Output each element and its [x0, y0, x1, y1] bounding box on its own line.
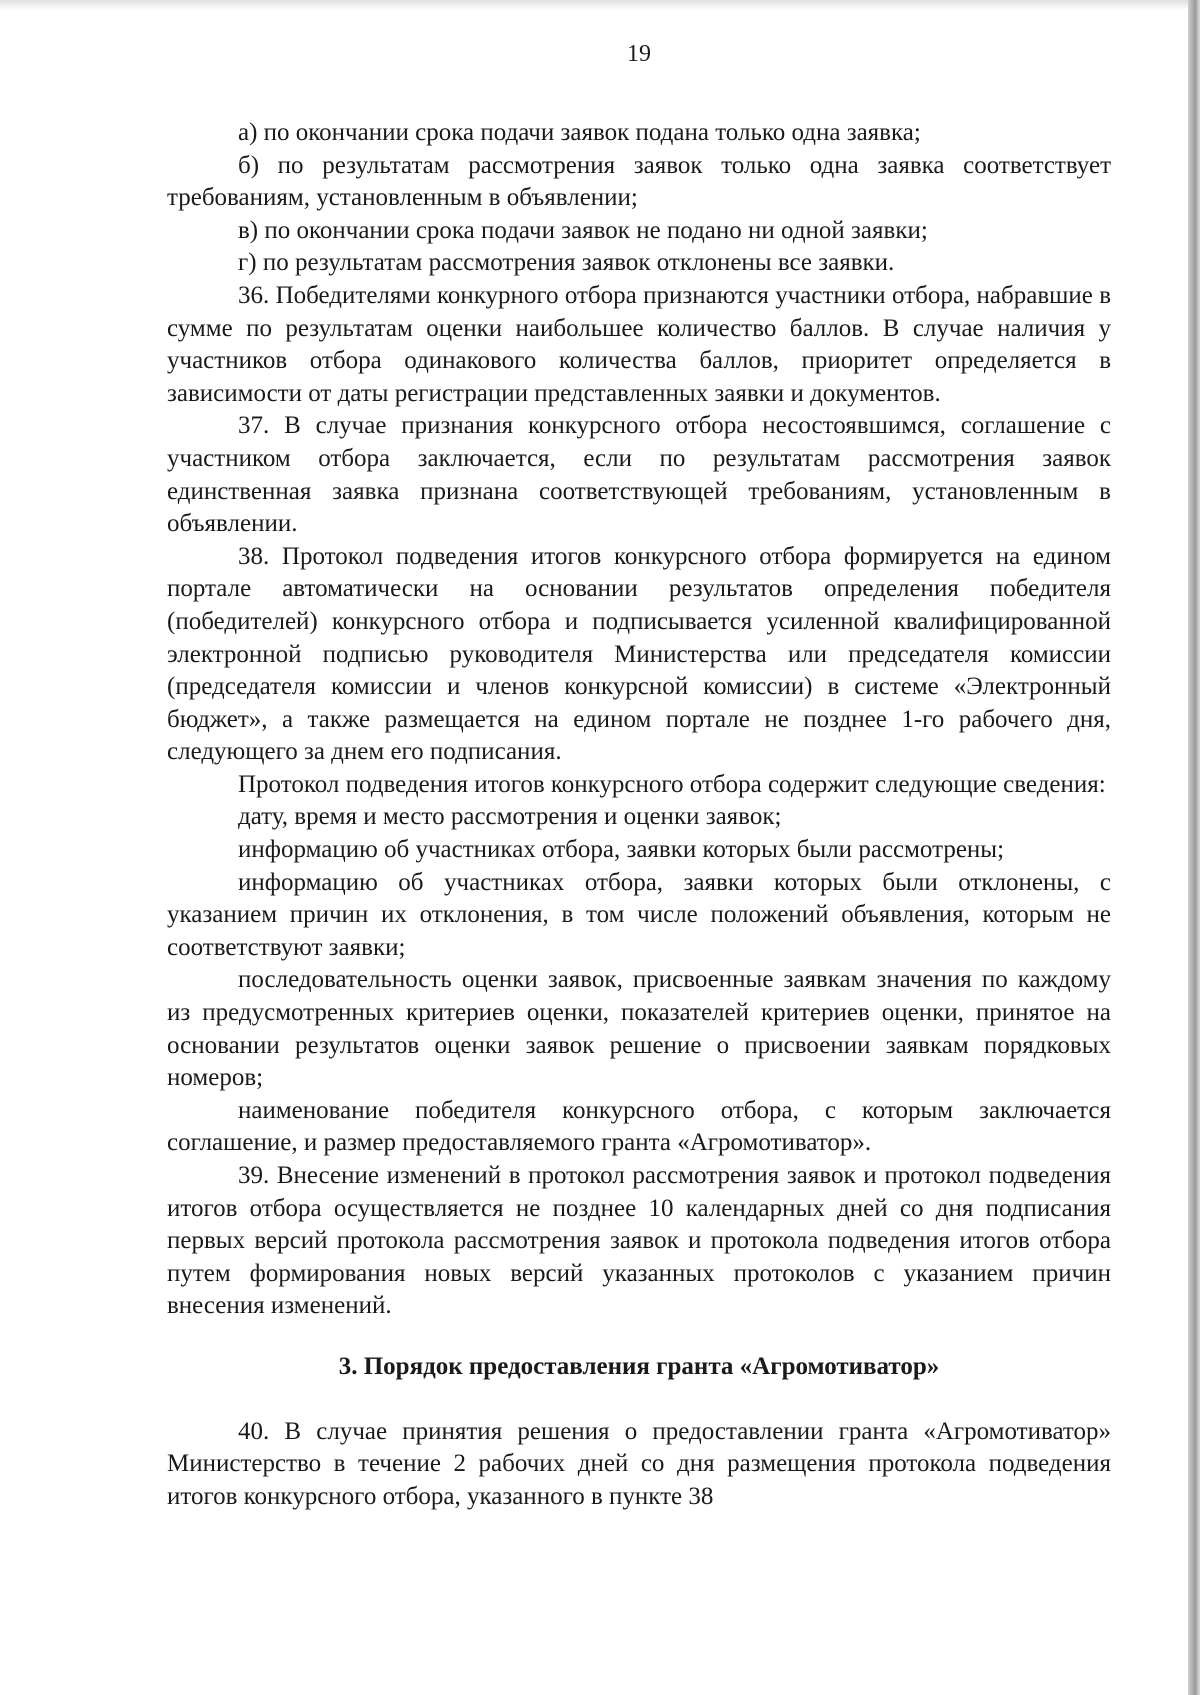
clause-40: 40. В случае принятия решения о предоставлении гранта «Агромотиватор» Министерство в течение 2 рабочих дней со дня размещения протокола подведения итогов конкурсного отбора, указанного в пункте 38 [167, 1417, 1111, 1510]
body-text [167, 117, 1111, 1513]
list-item-a: а) по окончании срока подачи заявок подана только одна заявка; [238, 119, 921, 146]
page-number: 19 [627, 41, 651, 67]
page-edge [1188, 0, 1200, 1695]
clause-38: 38. Протокол подведения итогов конкурсного отбора формируется на едином портале автоматически на основании результатов определения победителя (победителей) конкурсного отбора и подписывается усиленной квалифицированной электронной подписью руководителя Министерства или председателя комиссии (председателя комиссии и членов конкурсной комиссии) в системе «Электронный бюджет», а также размещается на едином портале не позднее 1-го рабочего дня, следующего за днем его подписания. [167, 542, 1111, 766]
protocol-item-date: дату, время и место рассмотрения и оценки заявок; [238, 803, 782, 831]
clause-36: 36. Победителями конкурного отбора признаются участники отбора, набравшие в сумме по результатам оценки наибольшее количество баллов. В случае наличия у участников отбора одинакового количества баллов, приоритет определяется в зависимости от даты регистрации представленных заявки и документов. [167, 281, 1111, 407]
protocol-item-winner: наименование победителя конкурсного отбора, с которым заключается соглашение, и размер предоставляемого гранта «Агромотиватор». [167, 1096, 1111, 1157]
list-item-g: г) по результатам рассмотрения заявок отклонены все заявки. [238, 249, 895, 277]
protocol-intro: Протокол подведения итогов конкурсного отбора содержит следующие сведения: [238, 770, 1106, 798]
protocol-item-rejected: информацию об участниках отбора, заявки которых были отклонены, с указанием причин их отклонения, в том числе положений объявления, которым не соответствуют заявки; [167, 868, 1111, 961]
protocol-item-reviewed: информацию об участниках отбора, заявки которых были рассмотрены; [238, 836, 1005, 864]
list-item-v: в) по окончании срока подачи заявок не подано ни одной заявки; [238, 216, 928, 244]
clause-37: 37. В случае признания конкурсного отбора несостоявшимся, соглашение с участником отбора заключается, если по результатам рассмотрения заявок единственная заявка признана соответствующей требованиям, установленным в объявлении. [167, 412, 1111, 538]
section-heading: 3. Порядок предоставления гранта «Агромотиватор» [338, 1352, 940, 1380]
clause-39: 39. Внесение изменений в протокол рассмотрения заявок и протокол подведения итогов отбора осуществляется не позднее 10 календарных дней со дня подписания первых версий протокола рассмотрения заявок и протокола подведения итогов отбора путем формирования новых версий указанных протоколов с указанием причин внесения изменений. [167, 1162, 1111, 1320]
scan-shadow [0, 0, 1188, 10]
list-item-b: б) по результатам рассмотрения заявок только одна заявка соответствует требованиям, установленным в объявлении; [167, 151, 1111, 212]
protocol-item-sequence: последовательность оценки заявок, присвоенные заявкам значения по каждому из предусмотренных критериев оценки, показателей критериев оценки, принятое на основании результатов оценки заявок решение о присвоении заявкам порядковых номеров; [167, 966, 1111, 1092]
